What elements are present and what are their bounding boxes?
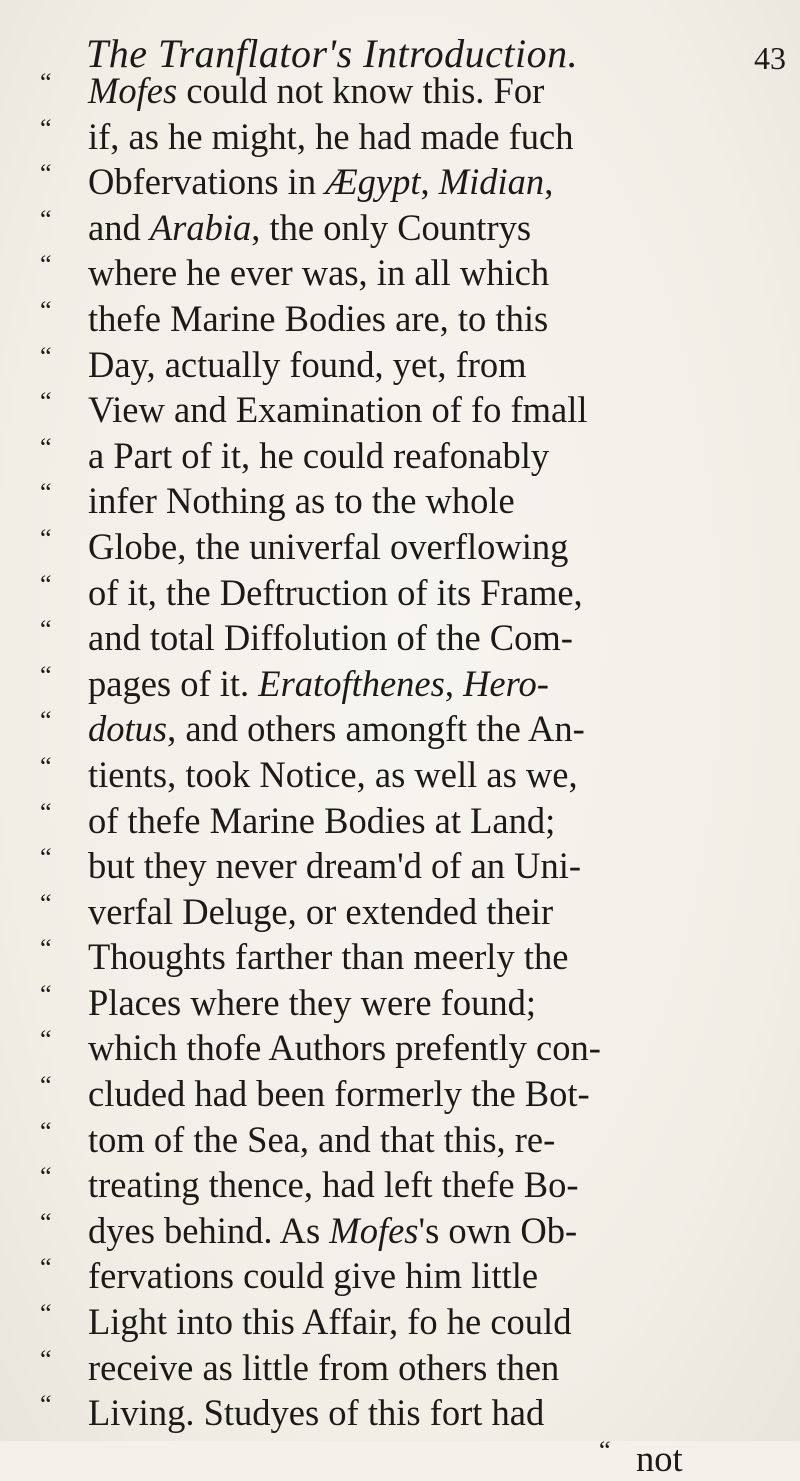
line-text (88, 1390, 544, 1436)
roman-text: , the only Countrys (251, 206, 532, 248)
line-text (88, 524, 568, 570)
roman-text: but they never dream'd of an Uni- (88, 845, 582, 887)
roman-text: receive as little from others then (88, 1346, 560, 1388)
line-text (88, 159, 553, 205)
quote-mark: “ (40, 341, 52, 371)
roman-text: Places where they were found; (88, 981, 536, 1023)
roman-text: of it, the Deftruction of its Frame, (88, 571, 583, 613)
text-line (40, 1208, 785, 1254)
quote-mark: “ (40, 888, 52, 918)
roman-text: a Part of it, he could reafonably (88, 434, 550, 476)
quote-mark: “ (40, 615, 52, 645)
quote-mark: “ (40, 1299, 52, 1329)
text-line (40, 934, 785, 980)
quote-mark: “ (40, 1025, 52, 1055)
quote-mark: “ (40, 68, 52, 97)
quote-mark: “ (40, 569, 52, 599)
roman-text: dyes behind. As (88, 1209, 330, 1251)
text-line (40, 615, 785, 661)
roman-text: Obfervations in (88, 161, 326, 203)
roman-text: infer Nothing as to the whole (88, 480, 515, 522)
text-line (40, 752, 785, 798)
quote-mark: “ (40, 660, 52, 690)
roman-text: Living. Studyes of this fort had (88, 1392, 545, 1434)
roman-text: if, as he might, he had made fuch (88, 115, 574, 157)
running-title: The Tranflator's Introduction. (86, 31, 579, 76)
roman-text: fervations could give him little (88, 1255, 539, 1297)
catchword: not (636, 1437, 683, 1479)
line-text (88, 296, 548, 342)
roman-text: , (444, 662, 464, 704)
text-line (40, 387, 785, 433)
quote-mark: “ (40, 250, 52, 280)
line-text (88, 1025, 601, 1071)
quote-mark: “ (40, 706, 52, 736)
line-text (88, 433, 549, 479)
quote-mark: “ (40, 1253, 52, 1283)
roman-text: treating thence, had left thefe Bo- (88, 1164, 579, 1206)
roman-text: , (544, 161, 554, 203)
roman-text: 's own Ob- (418, 1209, 578, 1251)
text-line (40, 1162, 785, 1208)
quote-mark: “ (40, 979, 52, 1009)
quote-mark: “ (40, 432, 52, 462)
line-text (88, 1253, 538, 1299)
quote-mark: “ (40, 478, 52, 508)
roman-text: of thefe Marine Bodies at Land; (88, 799, 556, 841)
roman-text: tom of the Sea, and that this, re- (88, 1118, 556, 1160)
roman-text: Light into this Affair, fo he could (88, 1301, 572, 1343)
line-text (88, 934, 568, 980)
roman-text: verfal Deluge, or extended their (88, 890, 554, 932)
roman-text: and (88, 206, 150, 248)
text-line (40, 478, 785, 524)
line-text (88, 615, 573, 661)
line-text (88, 706, 585, 752)
quote-mark: “ (40, 295, 52, 325)
quote-mark: “ (40, 843, 52, 873)
roman-text: , (420, 161, 439, 203)
quote-mark: “ (40, 113, 52, 143)
italic-text: Mofes (329, 1209, 419, 1251)
line-text (88, 980, 536, 1026)
text-line (40, 706, 785, 752)
line-text (88, 843, 581, 889)
text-line (40, 1117, 785, 1163)
roman-text: which thofe Authors prefently con- (88, 1027, 601, 1069)
line-text (88, 387, 588, 433)
quote-mark: “ (40, 1344, 52, 1374)
roman-text: Day, actually found, yet, from (88, 343, 527, 385)
line-text (88, 1117, 555, 1163)
italic-text: dotus (88, 708, 168, 750)
roman-text: , and others amongft the An- (167, 708, 585, 750)
text-line (40, 250, 785, 296)
quote-mark: “ (40, 1207, 52, 1237)
line-text (88, 114, 574, 160)
quote-mark: “ (40, 159, 52, 189)
italic-text: Hero- (463, 662, 549, 704)
text-line (40, 1071, 785, 1117)
quote-mark: “ (40, 1071, 52, 1101)
text-line (40, 1025, 785, 1071)
text-line (40, 68, 785, 114)
text-line (40, 798, 785, 844)
line-text (88, 570, 583, 616)
quote-mark: “ (40, 797, 52, 827)
line-text (88, 205, 531, 251)
line-text (88, 661, 549, 707)
quote-mark: “ (40, 387, 52, 417)
line-text (88, 1208, 577, 1254)
roman-text: could not know this. For (177, 70, 545, 111)
quote-mark: “ (40, 1162, 52, 1192)
text-line (40, 296, 785, 342)
text-line (40, 661, 785, 707)
line-text (88, 250, 549, 296)
line-text (88, 752, 578, 798)
line-text (88, 478, 515, 524)
roman-text: Globe, the univerfal overflowing (88, 525, 569, 567)
italic-text: Eratofthenes (258, 662, 445, 704)
text-line (40, 433, 785, 479)
line-text (88, 798, 555, 844)
quote-mark: “ (40, 934, 52, 964)
text-line (40, 980, 785, 1026)
roman-text: where he ever was, in all which (88, 252, 550, 294)
line-text (88, 1345, 559, 1391)
roman-text: Thoughts farther than meerly the (88, 936, 569, 978)
quote-mark: “ (599, 1435, 611, 1465)
line-text (88, 1299, 571, 1345)
roman-text: View and Examination of fo fmall (88, 389, 588, 431)
catchword-line (40, 1436, 785, 1481)
line-text (88, 1071, 590, 1117)
italic-text: Midian (438, 161, 545, 203)
roman-text: tients, took Notice, as well as we, (88, 753, 578, 795)
quote-mark: “ (40, 751, 52, 781)
text-line (40, 570, 785, 616)
roman-text: cluded had been formerly the Bot- (88, 1073, 590, 1115)
line-text (88, 889, 553, 935)
text-line (40, 1299, 785, 1345)
text-line (40, 1253, 785, 1299)
text-line (40, 1345, 785, 1391)
text-line (40, 843, 785, 889)
italic-text: Mofes (88, 70, 178, 111)
page-number: 43 (754, 40, 786, 76)
text-line (40, 205, 785, 251)
text-line (40, 524, 785, 570)
text-line (40, 889, 785, 935)
body-text (40, 68, 785, 1481)
text-line (40, 1390, 785, 1436)
line-text (88, 68, 544, 114)
roman-text: and total Diffolution of the Com- (88, 617, 573, 659)
text-line (40, 114, 785, 160)
quote-mark: “ (40, 1390, 52, 1420)
text-line (40, 159, 785, 205)
line-text (88, 1162, 579, 1208)
quote-mark: “ (40, 204, 52, 234)
italic-text: Ægypt (325, 161, 421, 203)
quote-mark: “ (40, 523, 52, 553)
roman-text: pages of it. (88, 662, 259, 704)
roman-text: thefe Marine Bodies are, to this (88, 297, 549, 339)
italic-text: Arabia (149, 206, 252, 248)
line-text (88, 342, 527, 388)
text-line (40, 342, 785, 388)
quote-mark: “ (40, 1116, 52, 1146)
